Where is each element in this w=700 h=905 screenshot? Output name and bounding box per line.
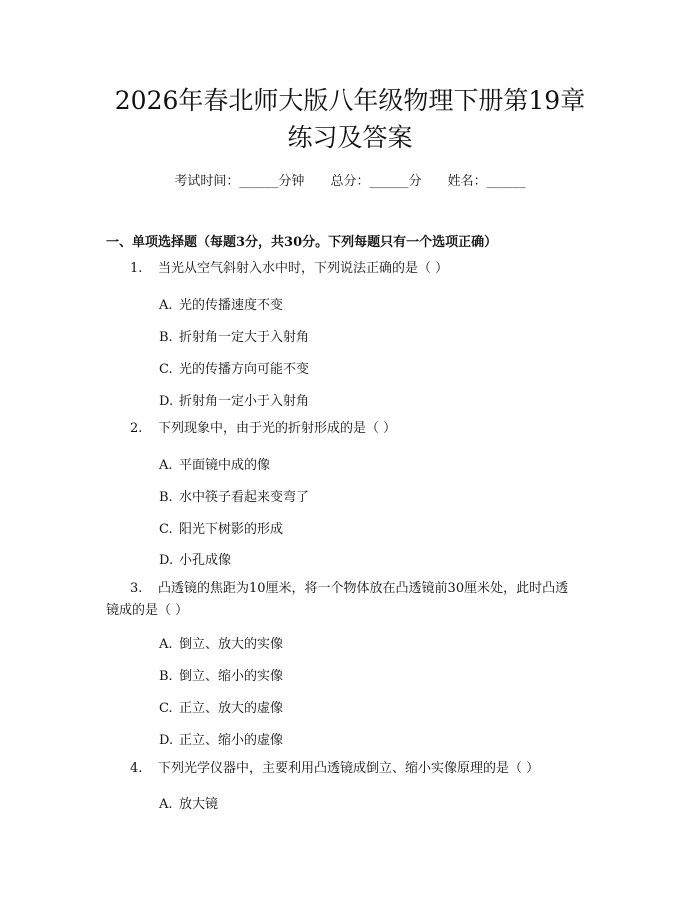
question-3-option-b: B. 倒立、缩小的实像: [159, 669, 284, 684]
question-2-option-d: D. 小孔成像: [159, 553, 232, 568]
question-1-option-a: A. 光的传播速度不变: [159, 298, 284, 313]
question-3-option-a: A. 倒立、放大的实像: [159, 637, 284, 652]
document-title-line-2: 练习及答案: [287, 123, 413, 152]
question-3-option-d: D. 正立、缩小的虚像: [159, 733, 284, 748]
question-2-stem: 2. 下列现象中，由于光的折射形成的是（ ）: [130, 421, 397, 436]
total-score-blank: ______: [369, 174, 409, 189]
question-4-stem: 4. 下列光学仪器中，主要利用凸透镜成倒立、缩小实像原理的是（ ）: [130, 761, 540, 776]
name-blank: ______: [486, 174, 526, 189]
question-1-option-b: B. 折射角一定大于入射角: [159, 330, 310, 345]
question-4-option-a: A. 放大镜: [159, 797, 219, 812]
section-heading: 一、单项选择题（每题3分，共30分。下列每题只有一个选项正确）: [106, 235, 498, 250]
question-3-option-c: C. 正立、放大的虚像: [159, 701, 284, 716]
question-3-stem-line-2: 镜成的是（ ）: [106, 603, 189, 618]
question-1-stem: 1. 当光从空气斜射入水中时，下列说法正确的是（ ）: [130, 261, 449, 276]
total-score-field: 总分：______分: [330, 174, 422, 189]
question-2-option-a: A. 平面镜中成的像: [159, 458, 271, 473]
exam-time-blank: ______: [239, 174, 279, 189]
question-2-option-b: B. 水中筷子看起来变弯了: [159, 490, 310, 505]
exam-info-line: [0, 170, 700, 189]
question-1-option-c: C. 光的传播方向可能不变: [159, 362, 310, 377]
question-2-option-c: C. 阳光下树影的形成: [159, 522, 284, 537]
question-3-stem-line-1: 3. 凸透镜的焦距为10厘米，将一个物体放在凸透镜前30厘米处，此时凸透: [130, 581, 569, 596]
document-title-line-1: 2026年春北师大版八年级物理下册第19章: [114, 86, 586, 115]
name-field: 姓名：______: [447, 174, 526, 189]
exam-time-field: 考试时间：______分钟: [174, 174, 305, 189]
question-1-option-d: D. 折射角一定小于入射角: [159, 394, 310, 409]
